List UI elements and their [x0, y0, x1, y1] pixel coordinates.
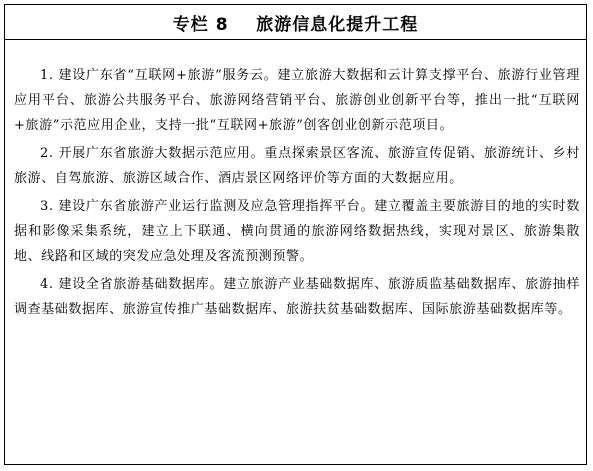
column-title: 专栏 8 旅游信息化提升工程 — [172, 14, 419, 35]
column-box — [4, 4, 587, 465]
paragraph-4: 4. 建设全省旅游基础数据库。建立旅游产业基础数据库、旅游质监基础数据库、旅游抽样调查基础数据库、旅游宣传推广基础数据库、旅游扶贫基础数据库、国际旅游基础数据库等。 — [14, 277, 580, 317]
paragraph-1: 1. 建设广东省“互联网+旅游”服务云。建立旅游大数据和云计算支撑平台、旅游行业管理应用平台、旅游公共服务平台、旅游网络营销平台、旅游创业创新平台等，推出一批“互联网+旅游”示范应用企业，支持一批“互联网+旅游”创客创业创新示范项目。 — [14, 68, 580, 133]
paragraph-2: 2. 开展广东省旅游大数据示范应用。重点探索景区客流、旅游宣传促销、旅游统计、乡村旅游、自驾旅游、旅游区域合作、酒店景区网络评价等方面的大数据应用。 — [14, 146, 580, 186]
title-bar — [5, 5, 586, 40]
paragraph-3: 3. 建设广东省旅游产业运行监测及应急管理指挥平台。建立覆盖主要旅游目的地的实时数据和影像采集系统，建立上下联通、横向贯通的旅游网络数据热线，实现对景区、旅游集散地、线路和区域的突发应急处理及客流预测预警。 — [14, 199, 580, 264]
column-content — [14, 63, 580, 325]
